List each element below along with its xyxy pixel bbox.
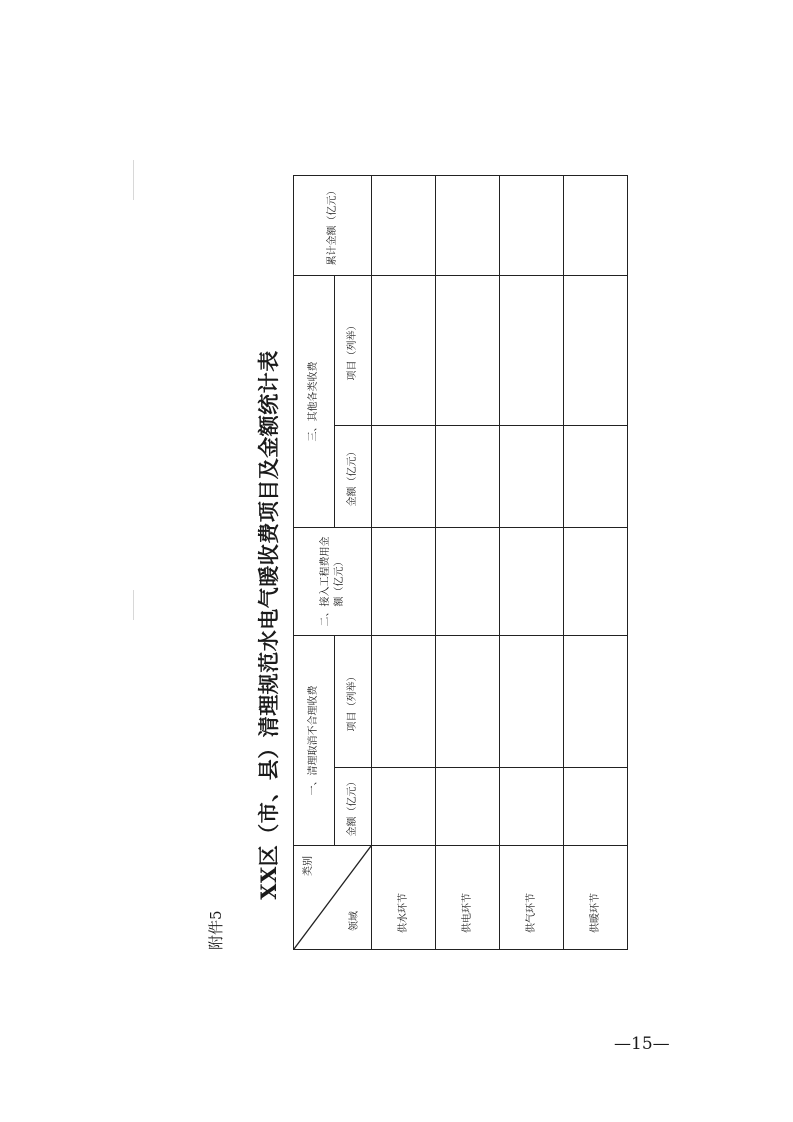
empty-cell xyxy=(372,768,436,846)
group-header-other-fees: 三、其他各类收费 xyxy=(294,276,335,528)
empty-cell xyxy=(564,636,628,768)
header-row-1 xyxy=(294,176,335,950)
empty-cell xyxy=(564,176,628,276)
empty-cell xyxy=(372,176,436,276)
statistics-table xyxy=(293,175,628,950)
empty-cell xyxy=(564,528,628,636)
empty-cell xyxy=(436,176,500,276)
row-label: 供电环节 xyxy=(436,846,500,950)
group-header-cumulative-amount: 累计金额（亿元） xyxy=(294,176,372,276)
empty-cell xyxy=(564,426,628,528)
subheader-items: 项目（列举） xyxy=(335,276,372,426)
row-label: 供水环节 xyxy=(372,846,436,950)
empty-cell xyxy=(436,426,500,528)
group-header-unreasonable-fees: 一、清理取消不合理收费 xyxy=(294,636,335,846)
rotated-table-page xyxy=(205,70,785,950)
empty-cell xyxy=(372,528,436,636)
corner-category-label: 类别 xyxy=(303,856,314,876)
subheader-items: 项目（列举） xyxy=(335,636,372,768)
empty-cell xyxy=(500,426,564,528)
page-number: —15— xyxy=(614,1034,670,1054)
empty-cell xyxy=(436,528,500,636)
table-row xyxy=(436,176,500,950)
row-label: 供气环节 xyxy=(500,846,564,950)
empty-cell xyxy=(436,276,500,426)
corner-field-label: 领域 xyxy=(348,911,360,931)
corner-header-cell xyxy=(294,846,372,950)
empty-cell xyxy=(372,426,436,528)
empty-cell xyxy=(372,276,436,426)
row-label: 供暖环节 xyxy=(564,846,628,950)
subheader-amount: 金额（亿元） xyxy=(335,426,372,528)
empty-cell xyxy=(564,276,628,426)
table-row xyxy=(564,176,628,950)
empty-cell xyxy=(500,276,564,426)
empty-cell xyxy=(500,636,564,768)
empty-cell xyxy=(372,636,436,768)
attachment-label: 附件5 xyxy=(207,910,225,950)
table-row xyxy=(500,176,564,950)
subheader-amount: 金额（亿元） xyxy=(335,768,372,846)
table-title: XX区（市、县）清理规范水电气暖收费项目及金额统计表 xyxy=(256,350,281,900)
empty-cell xyxy=(436,636,500,768)
table-row xyxy=(372,176,436,950)
empty-cell xyxy=(500,768,564,846)
empty-cell xyxy=(564,768,628,846)
scan-mark xyxy=(133,590,134,620)
empty-cell xyxy=(500,528,564,636)
empty-cell xyxy=(500,176,564,276)
empty-cell xyxy=(436,768,500,846)
group-header-access-engineering: 二、接入工程费用金额（亿元） xyxy=(294,528,372,636)
scan-mark xyxy=(133,160,134,200)
